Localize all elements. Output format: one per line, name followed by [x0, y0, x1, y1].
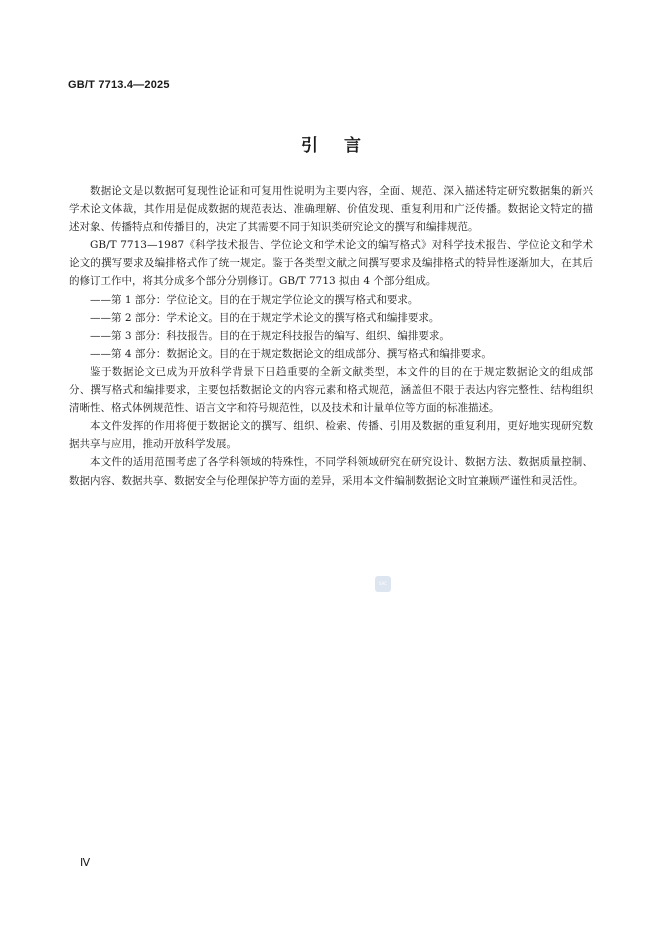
standard-number: GB/T 7713.4—2025 [68, 79, 170, 91]
paragraph-scope: 本文件的适用范围考虑了各学科领域的特殊性，不同学科领域研究在研究设计、数据方法、数据质量控制、数据内容、数据共享、数据安全与伦理保护等方面的差异，采用本文件编制数据论文时宜兼顾严谨性和灵活性。 [69, 456, 593, 487]
paragraph-intro-definition: 数据论文是以数据可复现性论证和可复用性说明为主要内容，全面、规范、深入描述特定研究数据集的新兴学术论文体裁，其作用是促成数据的规范表达、准确理解、价值发现、重复利用和广泛传播。数据论文特定的描述对象、传播特点和传播目的，决定了其需要不同于知识类研究论文的撰写和编排规范。 [69, 185, 593, 234]
watermark-logo-icon: SAC [375, 576, 391, 592]
page-number: Ⅳ [80, 857, 91, 869]
list-item-part-4: ——第 4 部分：数据论文。目的在于规定数据论文的组成部分、撰写格式和编排要求。 [90, 347, 492, 360]
list-item-part-3: ——第 3 部分：科技报告。目的在于规定科技报告的编写、组织、编排要求。 [90, 329, 450, 342]
paragraph-standard-history: GB/T 7713—1987《科学技术报告、学位论文和学术论文的编写格式》对科学技术报告、学位论文和学术论文的撰写要求及编排格式作了统一规定。鉴于各类型文献之间撰写要求及编排格式的特异性逐渐加大，在其后的修订工作中，将其分成多个部分分别修订。GB/T 7713 拟由 4 个部分组成。 [69, 239, 593, 288]
list-item-part-1: ——第 1 部分：学位论文。目的在于规定学位论文的撰写格式和要求。 [90, 293, 419, 306]
list-item-part-2: ——第 2 部分：学术论文。目的在于规定学术论文的撰写格式和编排要求。 [90, 311, 440, 324]
paragraph-role: 本文件发挥的作用将便于数据论文的撰写、组织、检索、传播、引用及数据的重复利用，更好地实现研究数据共享与应用，推动开放科学发展。 [69, 420, 593, 451]
paragraph-purpose: 鉴于数据论文已成为开放科学背景下日趋重要的全新文献类型，本文件的目的在于规定数据论文的组成部分、撰写格式和编排要求，主要包括数据论文的内容元素和格式规范，涵盖但不限于表达内容完整性、结构组织清晰性、格式体例规范性、语言文字和符号规范性，以及技术和计量单位等方面的标准描述。 [69, 365, 593, 415]
section-title: 引言 [301, 136, 387, 156]
introduction-body [69, 182, 593, 490]
